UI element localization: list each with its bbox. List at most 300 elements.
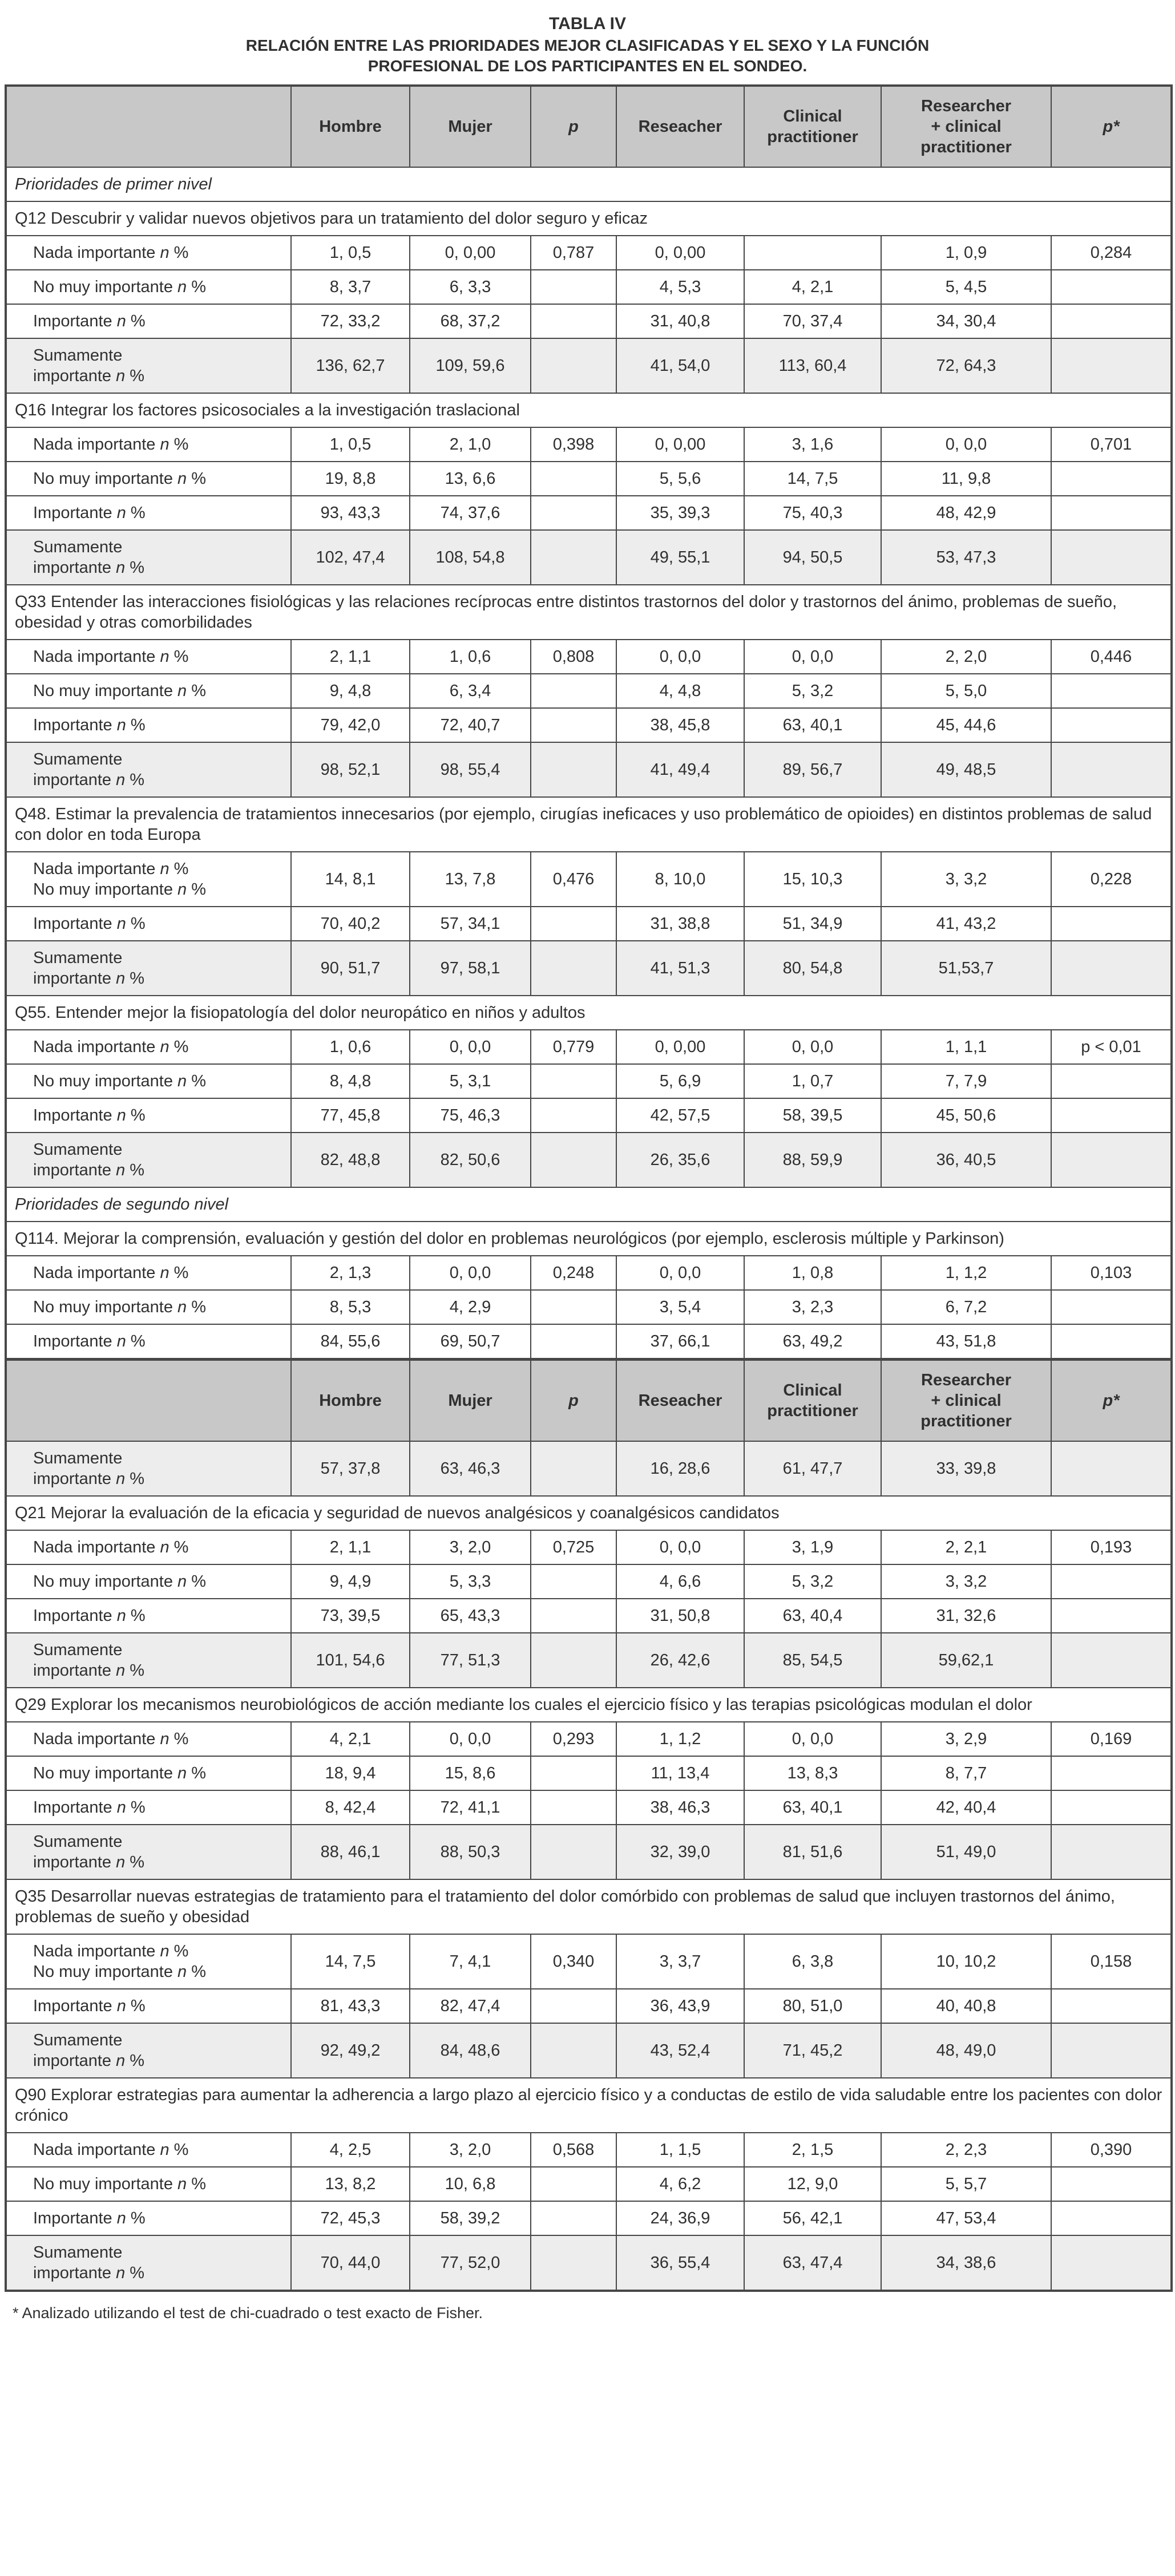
value-cell: 51,53,7 [881, 941, 1051, 996]
value-cell: 94, 50,5 [744, 530, 881, 585]
value-cell: 72, 41,1 [410, 1790, 531, 1825]
value-cell: 3, 2,3 [744, 1290, 881, 1324]
value-cell: 81, 51,6 [744, 1825, 881, 1879]
value-cell: 4, 6,2 [616, 2167, 744, 2201]
value-cell: 1, 0,7 [744, 1064, 881, 1098]
value-cell: 63, 49,2 [744, 1324, 881, 1360]
question-text: Q55. Entender mejor la fisiopatología del dolor neuropático en niños y adultos [6, 996, 1172, 1030]
value-cell [1051, 1599, 1172, 1633]
value-cell: 2, 1,1 [291, 1530, 410, 1564]
value-cell: 6, 3,3 [410, 270, 531, 304]
column-header: Researcher + clinical practitioner [881, 86, 1051, 167]
value-cell [1051, 462, 1172, 496]
column-header: Clinical practitioner [744, 1360, 881, 1442]
value-cell [531, 907, 616, 941]
value-cell: 1, 0,5 [291, 236, 410, 270]
value-cell: 2, 2,0 [881, 640, 1051, 674]
value-cell: 88, 46,1 [291, 1825, 410, 1879]
value-cell: 0, 0,0 [616, 1256, 744, 1290]
value-cell: 0, 0,00 [616, 236, 744, 270]
value-cell [1051, 674, 1172, 708]
value-cell [531, 1756, 616, 1790]
row-label: Sumamente importante n % [6, 1133, 291, 1187]
value-cell: 13, 7,8 [410, 852, 531, 907]
value-cell [531, 2235, 616, 2291]
value-cell [531, 1599, 616, 1633]
value-cell: 42, 57,5 [616, 1098, 744, 1133]
value-cell [1051, 1098, 1172, 1133]
value-cell: 0,446 [1051, 640, 1172, 674]
value-cell [1051, 742, 1172, 797]
value-cell: 113, 60,4 [744, 338, 881, 393]
data-row [6, 1133, 1172, 1187]
value-cell: 81, 43,3 [291, 1989, 410, 2023]
value-cell: 0,787 [531, 236, 616, 270]
data-row [6, 427, 1172, 462]
row-label: No muy importante n % [6, 1564, 291, 1599]
value-cell: 43, 51,8 [881, 1324, 1051, 1360]
row-label: Nada importante n % [6, 1530, 291, 1564]
data-row [6, 1098, 1172, 1133]
value-cell: 41, 43,2 [881, 907, 1051, 941]
value-cell [531, 496, 616, 530]
value-cell: 0, 0,00 [616, 427, 744, 462]
value-cell: 51, 49,0 [881, 1825, 1051, 1879]
value-cell: 2, 2,1 [881, 1530, 1051, 1564]
row-label: No muy importante n % [6, 270, 291, 304]
data-row [6, 236, 1172, 270]
value-cell: 13, 8,2 [291, 2167, 410, 2201]
question-row [6, 797, 1172, 852]
value-cell: 38, 45,8 [616, 708, 744, 742]
value-cell: 0,169 [1051, 1722, 1172, 1756]
data-row [6, 462, 1172, 496]
value-cell [531, 2167, 616, 2201]
value-cell: 136, 62,7 [291, 338, 410, 393]
value-cell [531, 1790, 616, 1825]
value-cell [1051, 2201, 1172, 2235]
row-label: Nada importante n % [6, 640, 291, 674]
value-cell [1051, 1133, 1172, 1187]
value-cell [531, 1324, 616, 1360]
question-row [6, 201, 1172, 236]
value-cell [531, 1441, 616, 1496]
value-cell: 80, 51,0 [744, 1989, 881, 2023]
value-cell: 63, 47,4 [744, 2235, 881, 2291]
value-cell: 5, 3,2 [744, 674, 881, 708]
row-label: Nada importante n % [6, 236, 291, 270]
value-cell: 0, 0,0 [410, 1722, 531, 1756]
value-cell: 0,568 [531, 2133, 616, 2167]
value-cell: 11, 13,4 [616, 1756, 744, 1790]
value-cell [531, 674, 616, 708]
data-row [6, 941, 1172, 996]
value-cell: 10, 6,8 [410, 2167, 531, 2201]
column-header: p [531, 1360, 616, 1442]
value-cell: 43, 52,4 [616, 2023, 744, 2078]
data-row [6, 1756, 1172, 1790]
data-row [6, 304, 1172, 338]
column-header: Researcher + clinical practitioner [881, 1360, 1051, 1442]
question-text: Q21 Mejorar la evaluación de la eficacia y seguridad de nuevos analgésicos y coanalgésicos candidatos [6, 1496, 1172, 1530]
data-row [6, 1599, 1172, 1633]
value-cell: 88, 59,9 [744, 1133, 881, 1187]
column-header: Reseacher [616, 1360, 744, 1442]
value-cell: 0, 0,0 [744, 640, 881, 674]
data-row [6, 1030, 1172, 1064]
row-label: Importante n % [6, 1599, 291, 1633]
value-cell: 2, 2,3 [881, 2133, 1051, 2167]
value-cell: 3, 2,0 [410, 2133, 531, 2167]
row-label: Importante n % [6, 2201, 291, 2235]
value-cell: 1, 1,2 [616, 1722, 744, 1756]
table-subtitle: RELACIÓN ENTRE LAS PRIORIDADES MEJOR CLASIFICADAS Y EL SEXO Y LA FUNCIÓN PROFESIONAL DE LOS PARTICIPANTES EN EL SONDEO. [245, 37, 930, 75]
row-label: Importante n % [6, 907, 291, 941]
value-cell [531, 270, 616, 304]
value-cell: 63, 40,1 [744, 708, 881, 742]
row-label: Sumamente importante n % [6, 1633, 291, 1688]
row-label: No muy importante n % [6, 2167, 291, 2201]
value-cell: 4, 2,5 [291, 2133, 410, 2167]
value-cell: 97, 58,1 [410, 941, 531, 996]
value-cell: 6, 3,8 [744, 1934, 881, 1989]
value-cell: 102, 47,4 [291, 530, 410, 585]
row-label: Nada importante n % [6, 427, 291, 462]
section-title: Prioridades de segundo nivel [6, 1187, 1172, 1222]
value-cell: p < 0,01 [1051, 1030, 1172, 1064]
value-cell: 3, 2,9 [881, 1722, 1051, 1756]
value-cell: 72, 33,2 [291, 304, 410, 338]
row-label: Nada importante n % [6, 1030, 291, 1064]
column-header: Clinical practitioner [744, 86, 881, 167]
value-cell: 8, 10,0 [616, 852, 744, 907]
data-row [6, 496, 1172, 530]
data-row [6, 2023, 1172, 2078]
question-row [6, 1879, 1172, 1934]
value-cell: 82, 47,4 [410, 1989, 531, 2023]
value-cell [1051, 1290, 1172, 1324]
row-label: Nada importante n % [6, 1722, 291, 1756]
table-caption [5, 13, 1170, 76]
value-cell: 8, 5,3 [291, 1290, 410, 1324]
value-cell: 58, 39,5 [744, 1098, 881, 1133]
value-cell [1051, 1989, 1172, 2023]
value-cell: 93, 43,3 [291, 496, 410, 530]
row-label: Nada importante n % No muy importante n % [6, 1934, 291, 1989]
value-cell: 8, 3,7 [291, 270, 410, 304]
row-label: Sumamente importante n % [6, 338, 291, 393]
value-cell: 6, 7,2 [881, 1290, 1051, 1324]
value-cell: 19, 8,8 [291, 462, 410, 496]
question-row [6, 585, 1172, 640]
value-cell: 31, 40,8 [616, 304, 744, 338]
data-row [6, 2201, 1172, 2235]
value-cell: 82, 48,8 [291, 1133, 410, 1187]
value-cell: 47, 53,4 [881, 2201, 1051, 2235]
value-cell: 8, 42,4 [291, 1790, 410, 1825]
value-cell: 0,701 [1051, 427, 1172, 462]
value-cell: 41, 51,3 [616, 941, 744, 996]
value-cell [531, 1633, 616, 1688]
value-cell: 75, 46,3 [410, 1098, 531, 1133]
value-cell: 3, 3,2 [881, 852, 1051, 907]
value-cell: 31, 50,8 [616, 1599, 744, 1633]
value-cell: 0,725 [531, 1530, 616, 1564]
value-cell: 0, 0,0 [410, 1030, 531, 1064]
value-cell: 24, 36,9 [616, 2201, 744, 2235]
value-cell: 0,340 [531, 1934, 616, 1989]
row-label: No muy importante n % [6, 462, 291, 496]
value-cell: 3, 3,7 [616, 1934, 744, 1989]
value-cell [531, 462, 616, 496]
row-label: Sumamente importante n % [6, 1825, 291, 1879]
value-cell: 14, 7,5 [291, 1934, 410, 1989]
value-cell: 7, 4,1 [410, 1934, 531, 1989]
value-cell: 73, 39,5 [291, 1599, 410, 1633]
value-cell: 15, 8,6 [410, 1756, 531, 1790]
value-cell: 41, 49,4 [616, 742, 744, 797]
value-cell: 0, 0,0 [410, 1256, 531, 1290]
value-cell [744, 236, 881, 270]
value-cell: 34, 38,6 [881, 2235, 1051, 2291]
value-cell: 36, 40,5 [881, 1133, 1051, 1187]
value-cell: 0,284 [1051, 236, 1172, 270]
row-label: No muy importante n % [6, 1064, 291, 1098]
data-row [6, 338, 1172, 393]
value-cell: 41, 54,0 [616, 338, 744, 393]
column-header: Mujer [410, 1360, 531, 1442]
value-cell: 4, 2,9 [410, 1290, 531, 1324]
value-cell: 3, 1,9 [744, 1530, 881, 1564]
value-cell: 33, 39,8 [881, 1441, 1051, 1496]
value-cell: 0, 0,0 [616, 640, 744, 674]
value-cell: 90, 51,7 [291, 941, 410, 996]
value-cell: 45, 44,6 [881, 708, 1051, 742]
column-header: p* [1051, 1360, 1172, 1442]
value-cell: 88, 50,3 [410, 1825, 531, 1879]
value-cell [1051, 496, 1172, 530]
value-cell: 84, 48,6 [410, 2023, 531, 2078]
row-label: Nada importante n % [6, 1256, 291, 1290]
value-cell: 40, 40,8 [881, 1989, 1051, 2023]
table-title: TABLA IV [549, 14, 626, 33]
value-cell: 75, 40,3 [744, 496, 881, 530]
row-label: Importante n % [6, 496, 291, 530]
value-cell: 48, 49,0 [881, 2023, 1051, 2078]
value-cell: 13, 6,6 [410, 462, 531, 496]
column-header-row [6, 86, 1172, 167]
value-cell: 2, 1,0 [410, 427, 531, 462]
question-text: Q12 Descubrir y validar nuevos objetivos para un tratamiento del dolor seguro y eficaz [6, 201, 1172, 236]
value-cell: 77, 51,3 [410, 1633, 531, 1688]
value-cell: 61, 47,7 [744, 1441, 881, 1496]
value-cell: 69, 50,7 [410, 1324, 531, 1360]
column-header: Reseacher [616, 86, 744, 167]
question-row [6, 1688, 1172, 1722]
value-cell: 5, 3,2 [744, 1564, 881, 1599]
row-label: Importante n % [6, 1989, 291, 2023]
value-cell [1051, 1324, 1172, 1360]
value-cell: 48, 42,9 [881, 496, 1051, 530]
section-row [6, 1187, 1172, 1222]
value-cell: 72, 64,3 [881, 338, 1051, 393]
data-row [6, 1256, 1172, 1290]
question-text: Q29 Explorar los mecanismos neurobiológicos de acción mediante los cuales el ejercicio físico y las terapias psicológicas modulan el dolor [6, 1688, 1172, 1722]
value-cell: 57, 34,1 [410, 907, 531, 941]
value-cell [531, 338, 616, 393]
value-cell: 14, 7,5 [744, 462, 881, 496]
value-cell: 70, 44,0 [291, 2235, 410, 2291]
value-cell: 4, 2,1 [291, 1722, 410, 1756]
row-label: No muy importante n % [6, 1756, 291, 1790]
value-cell: 72, 40,7 [410, 708, 531, 742]
data-row [6, 907, 1172, 941]
value-cell: 26, 35,6 [616, 1133, 744, 1187]
value-cell [1051, 1756, 1172, 1790]
column-header: p* [1051, 86, 1172, 167]
value-cell: 3, 3,2 [881, 1564, 1051, 1599]
value-cell: 0, 0,00 [410, 236, 531, 270]
value-cell: 70, 40,2 [291, 907, 410, 941]
row-label: Sumamente importante n % [6, 1441, 291, 1496]
value-cell: 0,103 [1051, 1256, 1172, 1290]
value-cell [1051, 941, 1172, 996]
value-cell: 57, 37,8 [291, 1441, 410, 1496]
value-cell: 79, 42,0 [291, 708, 410, 742]
value-cell: 71, 45,2 [744, 2023, 881, 2078]
value-cell: 2, 1,5 [744, 2133, 881, 2167]
question-row [6, 996, 1172, 1030]
column-header: Hombre [291, 1360, 410, 1442]
value-cell: 0,228 [1051, 852, 1172, 907]
data-row [6, 1790, 1172, 1825]
value-cell: 3, 2,0 [410, 1530, 531, 1564]
data-row [6, 742, 1172, 797]
value-cell: 58, 39,2 [410, 2201, 531, 2235]
value-cell: 84, 55,6 [291, 1324, 410, 1360]
section-row [6, 167, 1172, 201]
value-cell: 92, 49,2 [291, 2023, 410, 2078]
value-cell: 56, 42,1 [744, 2201, 881, 2235]
value-cell [531, 304, 616, 338]
data-row [6, 1441, 1172, 1496]
row-label: No muy importante n % [6, 674, 291, 708]
value-cell: 16, 28,6 [616, 1441, 744, 1496]
data-row [6, 1633, 1172, 1688]
value-cell: 38, 46,3 [616, 1790, 744, 1825]
value-cell: 49, 55,1 [616, 530, 744, 585]
value-cell [1051, 1441, 1172, 1496]
value-cell: 1, 0,6 [291, 1030, 410, 1064]
value-cell: 1, 0,5 [291, 427, 410, 462]
value-cell [1051, 907, 1172, 941]
value-cell [1051, 1564, 1172, 1599]
value-cell [1051, 304, 1172, 338]
data-row [6, 1564, 1172, 1599]
value-cell [1051, 2023, 1172, 2078]
row-label: Importante n % [6, 708, 291, 742]
value-cell: 0, 0,0 [881, 427, 1051, 462]
value-cell: 9, 4,9 [291, 1564, 410, 1599]
row-label: Importante n % [6, 1324, 291, 1360]
value-cell [531, 1825, 616, 1879]
value-cell: 63, 40,4 [744, 1599, 881, 1633]
value-cell [531, 1564, 616, 1599]
value-cell: 0,158 [1051, 1934, 1172, 1989]
value-cell: 0, 0,0 [616, 1530, 744, 1564]
column-header-row-repeat [6, 1360, 1172, 1442]
question-text: Q90 Explorar estrategias para aumentar la adherencia a largo plazo al ejercicio físico y a conductas de estilo de vida saludable entre los pacientes con dolor crónico [6, 2078, 1172, 2133]
value-cell [1051, 708, 1172, 742]
row-label: Importante n % [6, 304, 291, 338]
value-cell: 109, 59,6 [410, 338, 531, 393]
value-cell: 36, 55,4 [616, 2235, 744, 2291]
row-label: Nada importante n % [6, 2133, 291, 2167]
value-cell [1051, 270, 1172, 304]
value-cell: 1, 0,6 [410, 640, 531, 674]
value-cell: 4, 4,8 [616, 674, 744, 708]
value-cell: 98, 52,1 [291, 742, 410, 797]
value-cell [531, 1290, 616, 1324]
value-cell: 5, 6,9 [616, 1064, 744, 1098]
value-cell: 37, 66,1 [616, 1324, 744, 1360]
column-header: Hombre [291, 86, 410, 167]
value-cell: 13, 8,3 [744, 1756, 881, 1790]
column-header-empty [6, 1360, 291, 1442]
value-cell [531, 530, 616, 585]
value-cell: 0,476 [531, 852, 616, 907]
value-cell [1051, 2235, 1172, 2291]
value-cell: 77, 52,0 [410, 2235, 531, 2291]
column-header-empty [6, 86, 291, 167]
question-text: Q48. Estimar la prevalencia de tratamientos innecesarios (por ejemplo, cirugías ineficaces y uso problemático de opioides) en distintos problemas de salud con dolor en toda Europa [6, 797, 1172, 852]
row-label: Sumamente importante n % [6, 742, 291, 797]
value-cell [531, 1098, 616, 1133]
data-row [6, 1064, 1172, 1098]
value-cell [531, 1064, 616, 1098]
value-cell: 11, 9,8 [881, 462, 1051, 496]
value-cell: 2, 1,1 [291, 640, 410, 674]
value-cell: 1, 1,1 [881, 1030, 1051, 1064]
data-row [6, 1825, 1172, 1879]
value-cell [1051, 1790, 1172, 1825]
value-cell: 3, 1,6 [744, 427, 881, 462]
priorities-table [5, 84, 1173, 2292]
value-cell: 5, 4,5 [881, 270, 1051, 304]
value-cell: 72, 45,3 [291, 2201, 410, 2235]
value-cell [531, 1989, 616, 2023]
data-row [6, 1530, 1172, 1564]
value-cell [1051, 1825, 1172, 1879]
value-cell: 9, 4,8 [291, 674, 410, 708]
value-cell: 14, 8,1 [291, 852, 410, 907]
footnote: * Analizado utilizando el test de chi-cuadrado o test exacto de Fisher. [13, 2304, 483, 2322]
value-cell: 26, 42,6 [616, 1633, 744, 1688]
row-label: Sumamente importante n % [6, 2235, 291, 2291]
value-cell: 5, 5,6 [616, 462, 744, 496]
value-cell: 32, 39,0 [616, 1825, 744, 1879]
value-cell: 0,293 [531, 1722, 616, 1756]
row-label: No muy importante n % [6, 1290, 291, 1324]
value-cell: 0,779 [531, 1030, 616, 1064]
column-header: Mujer [410, 86, 531, 167]
question-row [6, 2078, 1172, 2133]
value-cell: 80, 54,8 [744, 941, 881, 996]
value-cell [531, 941, 616, 996]
value-cell: 3, 5,4 [616, 1290, 744, 1324]
value-cell: 31, 38,8 [616, 907, 744, 941]
data-row [6, 640, 1172, 674]
